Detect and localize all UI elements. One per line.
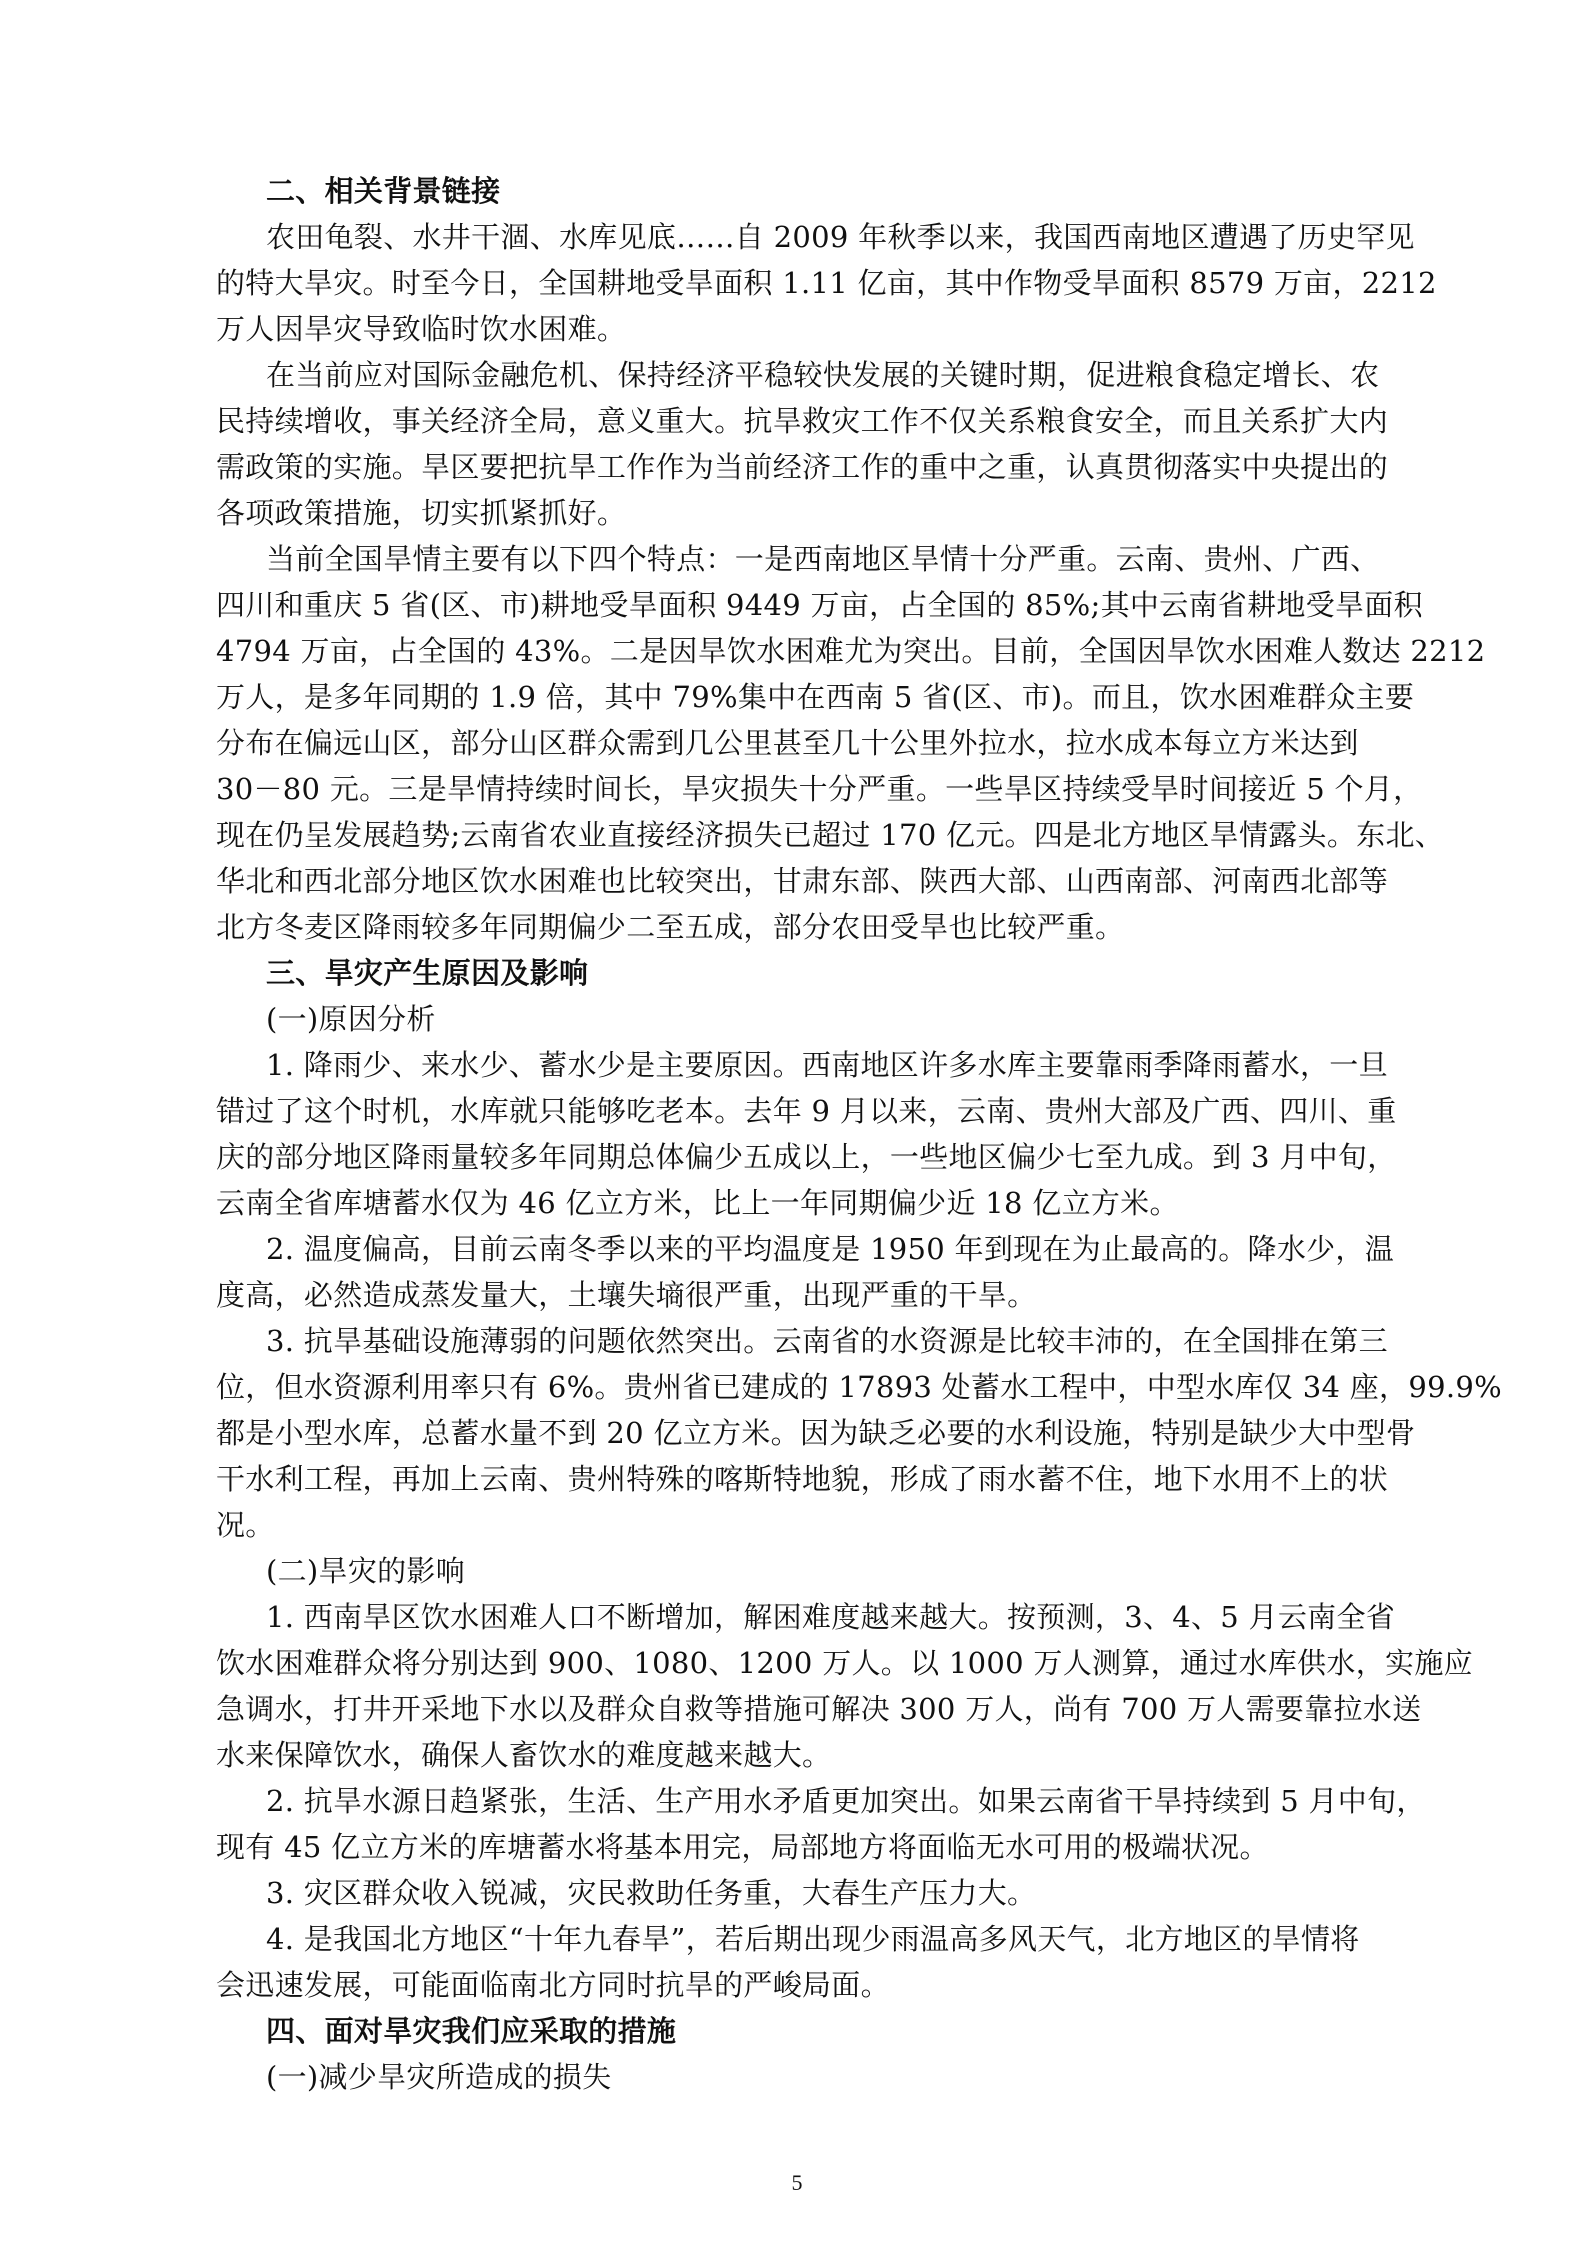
paragraph-line: 干水利工程，再加上云南、贵州特殊的喀斯特地貌，形成了雨水蓄不住，地下水用不上的状 bbox=[216, 1462, 1389, 1496]
paragraph-line: 万人，是多年同期的 1.9 倍，其中 79%集中在西南 5 省(区、市)。而且，饮水困难群众主要 bbox=[216, 680, 1415, 714]
paragraph-line: 位，但水资源利用率只有 6%。贵州省已建成的 17893 处蓄水工程中，中型水库仅 34 座，99.9% bbox=[216, 1370, 1502, 1404]
paragraph-line: 1. 降雨少、来水少、蓄水少是主要原因。西南地区许多水库主要靠雨季降雨蓄水，一旦 bbox=[266, 1048, 1388, 1082]
paragraph-line: 各项政策措施，切实抓紧抓好。 bbox=[216, 496, 627, 530]
paragraph-line: 30－80 元。三是旱情持续时间长，旱灾损失十分严重。一些旱区持续受旱时间接近 5 个月， bbox=[216, 772, 1423, 806]
paragraph-line: 3. 抗旱基础设施薄弱的问题依然突出。云南省的水资源是比较丰沛的，在全国排在第三 bbox=[266, 1324, 1388, 1358]
paragraph-line: 水来保障饮水，确保人畜饮水的难度越来越大。 bbox=[216, 1738, 832, 1772]
paragraph-line: 会迅速发展，可能面临南北方同时抗旱的严峻局面。 bbox=[216, 1968, 890, 2002]
paragraph-line: 急调水，打井开采地下水以及群众自救等措施可解决 300 万人，尚有 700 万人需要靠拉水送 bbox=[216, 1692, 1422, 1726]
paragraph-line: 需政策的实施。旱区要把抗旱工作作为当前经济工作的重中之重，认真贯彻落实中央提出的 bbox=[216, 450, 1389, 484]
paragraph-line: 现有 45 亿立方米的库塘蓄水将基本用完，局部地方将面临无水可用的极端状况。 bbox=[216, 1830, 1269, 1864]
page-number: 5 bbox=[791, 2170, 803, 2195]
section-heading-2: 二、相关背景链接 bbox=[266, 174, 501, 208]
section-heading-4: 四、面对旱灾我们应采取的措施 bbox=[266, 2014, 677, 2048]
paragraph-line: 的特大旱灾。时至今日，全国耕地受旱面积 1.11 亿亩，其中作物受旱面积 8579 万亩，2212 bbox=[216, 266, 1437, 300]
paragraph-line: 四川和重庆 5 省(区、市)耕地受旱面积 9449 万亩，占全国的 85%;其中云南省耕地受旱面积 bbox=[216, 588, 1423, 622]
paragraph-line: 2. 温度偏高，目前云南冬季以来的平均温度是 1950 年到现在为止最高的。降水少，温 bbox=[266, 1232, 1395, 1266]
paragraph-line: 分布在偏远山区，部分山区群众需到几公里甚至几十公里外拉水，拉水成本每立方米达到 bbox=[216, 726, 1359, 760]
paragraph-line: 4. 是我国北方地区“十年九春旱”，若后期出现少雨温高多风天气，北方地区的旱情将 bbox=[266, 1922, 1360, 1956]
subsection-heading: (一)减少旱灾所造成的损失 bbox=[266, 2060, 612, 2094]
paragraph-line: 现在仍呈发展趋势;云南省农业直接经济损失已超过 170 亿元。四是北方地区旱情露头。东北、 bbox=[216, 818, 1445, 852]
paragraph-line: 度高，必然造成蒸发量大，土壤失墒很严重，出现严重的干旱。 bbox=[216, 1278, 1037, 1312]
paragraph-line: 在当前应对国际金融危机、保持经济平稳较快发展的关键时期，促进粮食稳定增长、农 bbox=[266, 358, 1380, 392]
paragraph-line: 2. 抗旱水源日趋紧张，生活、生产用水矛盾更加突出。如果云南省干旱持续到 5 月中旬， bbox=[266, 1784, 1426, 1818]
paragraph-line: 错过了这个时机，水库就只能够吃老本。去年 9 月以来，云南、贵州大部及广西、四川、重 bbox=[216, 1094, 1397, 1128]
paragraph-line: 农田龟裂、水井干涸、水库见底……自 2009 年秋季以来，我国西南地区遭遇了历史罕见 bbox=[266, 220, 1415, 254]
paragraph-line: 庆的部分地区降雨量较多年同期总体偏少五成以上，一些地区偏少七至九成。到 3 月中旬， bbox=[216, 1140, 1397, 1174]
paragraph-line: 1. 西南旱区饮水困难人口不断增加，解困难度越来越大。按预测，3、4、5 月云南全省 bbox=[266, 1600, 1396, 1634]
paragraph-line: 万人因旱灾导致临时饮水困难。 bbox=[216, 312, 627, 346]
paragraph-line: 4794 万亩，占全国的 43%。二是因旱饮水困难尤为突出。目前，全国因旱饮水困难人数达 2212 bbox=[216, 634, 1486, 668]
section-heading-3: 三、旱灾产生原因及影响 bbox=[266, 956, 589, 990]
paragraph-line: 华北和西北部分地区饮水困难也比较突出，甘肃东部、陕西大部、山西南部、河南西北部等 bbox=[216, 864, 1389, 898]
paragraph-line: 饮水困难群众将分别达到 900、1080、1200 万人。以 1000 万人测算，通过水库供水，实施应 bbox=[216, 1646, 1473, 1680]
paragraph-line: 北方冬麦区降雨较多年同期偏少二至五成，部分农田受旱也比较严重。 bbox=[216, 910, 1125, 944]
paragraph-line: 民持续增收，事关经济全局，意义重大。抗旱救灾工作不仅关系粮食安全，而且关系扩大内 bbox=[216, 404, 1389, 438]
subsection-heading: (二)旱灾的影响 bbox=[266, 1554, 466, 1588]
paragraph-line: 况。 bbox=[216, 1508, 275, 1542]
subsection-heading: (一)原因分析 bbox=[266, 1002, 436, 1036]
paragraph-line: 3. 灾区群众收入锐减，灾民救助任务重，大春生产压力大。 bbox=[266, 1876, 1037, 1910]
paragraph-line: 都是小型水库，总蓄水量不到 20 亿立方米。因为缺乏必要的水利设施，特别是缺少大中型骨 bbox=[216, 1416, 1416, 1450]
paragraph-line: 云南全省库塘蓄水仅为 46 亿立方米，比上一年同期偏少近 18 亿立方米。 bbox=[216, 1186, 1179, 1220]
paragraph-line: 当前全国旱情主要有以下四个特点：一是西南地区旱情十分严重。云南、贵州、广西、 bbox=[266, 542, 1380, 576]
